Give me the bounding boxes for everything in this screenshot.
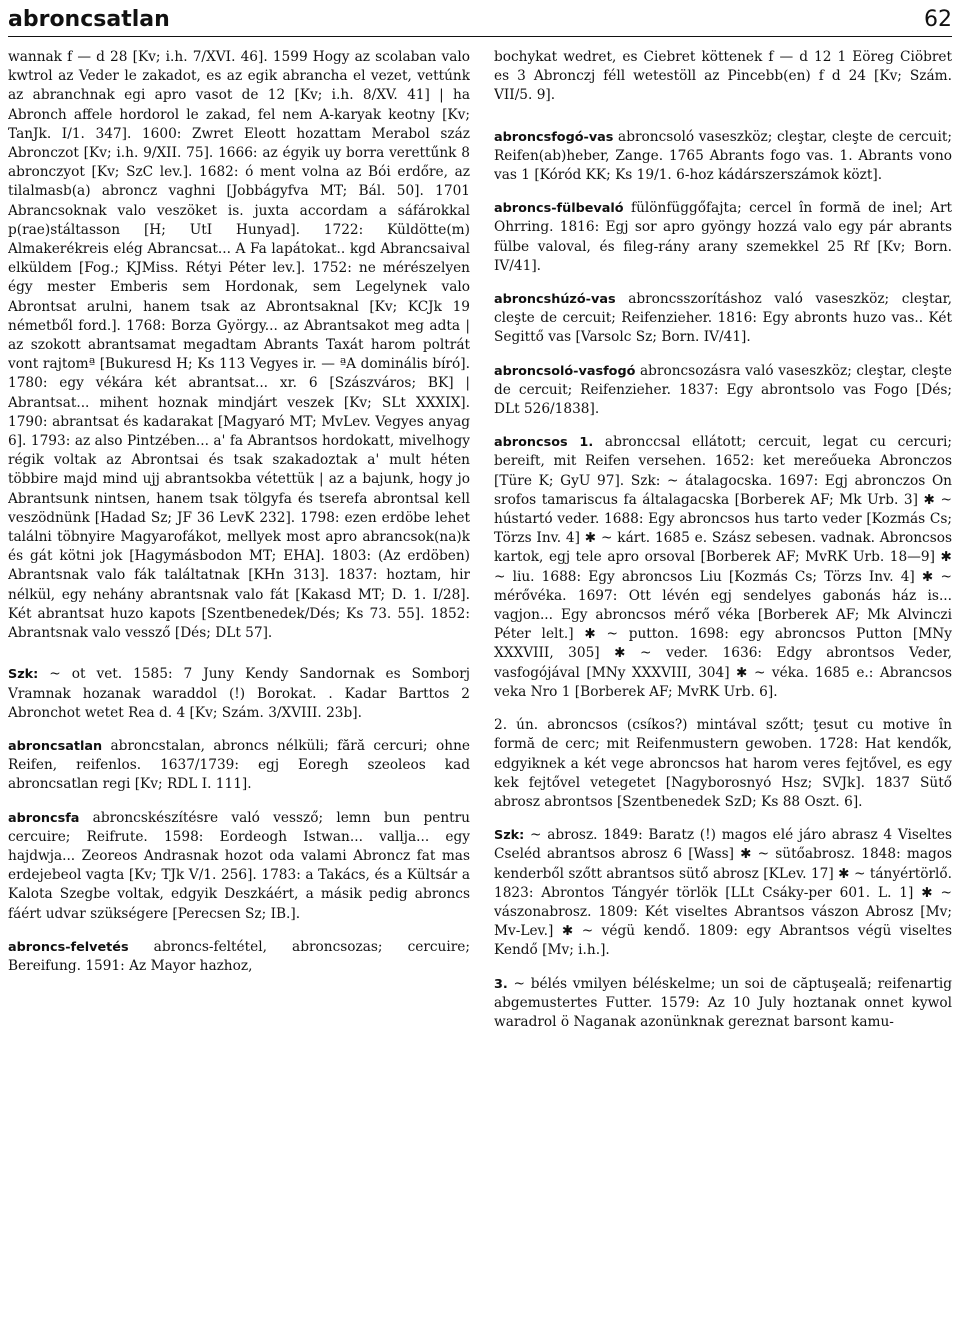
entry-continuation [8, 48, 470, 643]
entry-abroncsolo-vasfogo [494, 362, 952, 420]
entry-text: wannak f — d 28 [Kv; i.h. 7/XVI. 46]. 1599 Hogy az scolaban valo kwtrol az Veder le zakadot, es az egik abrancha el vezet, vettúnk az abranchnak egi apro vasot de 12 [Kv; i.h. 8/XV. 41] | ha Abronch affele hordorol le zakad, fel nem A-karyak keotny [Kv; TanJk. I/1. 347]. 1600: Zwret Eleott hozattam Merabol száz Abronczot [Kv; i.h. 9/XII. 75]. 1666: az égyik uy borra verettűnk 8 abronczyot [Kv; SzC lev.]. 1682: ó ment volna az Bói erdőre, az tilalmasb(a) abroncz vaghni [Jobbágyfva MT; Bál. 50]. 1701 Abrancsoknak valo veszöket is. juxta accordam a sáfárokkal p(rae)stáltasson [H; UtI Hunyad]. 1722: Küldötte(m) Almakerékreis elég Abrancsat... A Fa lapátokat.. kgd Abrancsaival elküldem [Fog.; KJMiss. Rétyi Péter lev.]. 1752: ne mérészelyen égy mester Emberis sem Hordonak, sem Legelynek valo Abrontsat arulni, hanem tsak az Abrontsaknal [Kv; KCJk 19 németből ford.]. 1768: Borza György... az Abrantsakot meg adta | az szokott abrantsamat megadtam Abrants Taxát harom poltrát vont rajtomª [Bukuresd H; Ks 113 Vegyes ir. — ªA dominális bíró]. 1780: egy vékára két abrantsat... xr. 6 [Szászváros; BK] | Abrantsat... mihent hoznak mindjárt veszek [Kv; SLt XXXIX]. 1790: abrantsat és kadarakat [Magyaró MT; MvLev. Vegyes anyag 6]. 1793: az also Pintzében... a' fa Abrantsos hordokatt, mivelhogy régik voltak az Abrontsai és tsak szakadoztak a' mult héten többire majd mind ujj abrantsokba vétettük | az a bajunk, hogy jo Abrantsunk nintsen, hanem tsak tölgyfa és tserefa abrontsal kell veszödnünk [Hadad Sz; JF 36 LevK 232]. 1798: ezen erdöbe lehet találni töbnyire Magyarofákot, mellyek most apro abrancsok(na)k és gát kötni jok [Hagymásbodon MT; EHA]. 1803: (Az erdöben) Abrantsnak valo fák találtatnak [KHn 313]. 1837: hoztam, hir nélkül, egy nehány abrantsnak valo fát [Kakasd MT; D. 1. I/28]. Két abrantsat huzo kapots [Szentbenedek/Dés; Ks 73. 55]. 1852: Abrantsnak valo vessző [Dés; DLt 57]. [8, 49, 470, 642]
entry-headword: abroncsoló-vasfogó [494, 363, 636, 379]
entry-headword: 3. [494, 976, 508, 992]
entry-text: ~ ot vet. 1585: 7 Juny Kendy Sandornak es Somborj Vramnak hozanak waraddol (!) Borokat. . Kadar Barttos 2 Abronchot wetet Rea d. 4 [Kv; Szám. 3/XVIII. 23b]. [8, 666, 470, 721]
entry-headword: abroncs-felvetés [8, 939, 129, 955]
entry-abroncsos-szk [494, 826, 952, 960]
entry-headword: abroncsfa [8, 810, 80, 826]
entry-abroncs-felvetes [8, 938, 470, 976]
entry-headword: abroncsatlan [8, 738, 103, 754]
entry-text: abroncskészítésre való vessző; lemn bun pentru cercuire; Reifrute. 1598: Eordeogh Istwan... vallja... egy hajdwja... Zeoreos Andrasnak hozot oda valami Abroncz fat mas erdejebeol vagta [Kv; TJk V/1. 256]. 1783: a Takács, és a Kültsár a Kalota Szegbe voltak, edgyik Deszkáért, a másik pedig abroncs fáért udvar szükségere [Perecsen Sz; IB.]. [8, 809, 470, 922]
entry-text: abroncsozásra való vaseszköz; cleştar, cleşte de cercuit; Reifenzieher. 1837: Egy abrontsolo vas Fogo [Dés; DLt 526/1838]. [494, 362, 952, 418]
entry-text: bochykat wedret, es Ciebret köttenek f — d 12 1 Eöreg Ciöbret es 3 Abronczj féll wetestöll az Pincebb(en) f d 24 [Kv; Szám. VII/5. 9]. [494, 49, 952, 104]
entry-text: 2. ún. abroncsos (csíkos?) mintával szőtt; ţesut cu motive în formă de cerc; mit Reifenmustern gewoben. 1728: Hat kendők, edgyiknek a két vege abroncsos hat harom veres fejtővel, es egy kek fejtővel vetegetet [Nagyborosnyó Hsz; SVJk]. 1837 Sütő abrosz abrontsos [Szentbenedek SzD; Ks 88 Oszt. 6]. [494, 717, 952, 810]
running-headword: abroncsatlan [8, 7, 170, 32]
entry-headword: Szk: [494, 828, 525, 844]
entry-text: abroncstalan, abroncs nélküli; fără cercuri; ohne Reifen, reifenlos. 1637/1739: egj Eoregh szeoleos kad abroncsatlan regi [Kv; RDL I. 111]. [8, 737, 470, 793]
entry-text: abronccsal ellátott; cercuit, legat cu cercuri; bereift, mit Reifen versehen. 1652: ket mereőueka Abronczos [Türe K; GyU 97]. Szk: ~ átalagocska. 1697: Egj abronczos On srofos tamariscus fa általagacska [Borberek AF; Mk Urb. 3] ✱ ~ hústartó veder. 1688: Egy abroncsos hus tarto veder [Kozmás Cs; Törzs Inv. 4] ✱ ~ kárt. 1685 e. Szász sebesen. vadnak. Abroncsos kartok, egj tele apro orsoval [Borberek AF; MvRK Urb. 18—9] ✱ ~ liu. 1688: Egy abroncsos Liu [Kozmás Cs; Törzs Inv. 4] ✱ ~ mérővéka. 1697: Ott lévén egj sendelyes gabonás ház is... vagjon... Egy abroncsos mérő véka [Borberek AF; Mk Alvinczi Péter lelt.] ✱ ~ putton. 1698: egy abroncsos Putton [MNy XXXVIII, 305] ✱ ~ veder. 1636: Edgy abrontsos Veder, vasfogójával [MNy XXXVIII, 304] ✱ ~ véka. 1685 e.: Abrancsos veka Nro 1 [Borberek AF; MvRK Urb. 6]. [494, 434, 952, 700]
entry-abroncsatlan [8, 737, 470, 795]
entry-headword: abroncsfogó-vas [494, 129, 614, 145]
entry-abroncshuzo-vas [494, 290, 952, 348]
entry-abroncsos-3 [494, 975, 952, 1033]
entry-text: abroncsszorításhoz való vaseszköz; cleştar, cleşte de cercuit; Reifenzieher. 1816: Egy abronts huzo vas.. Két Segittő vas [Varsolc Sz; Born. IV/41]. [494, 291, 952, 346]
left-column [8, 48, 470, 1334]
entry-text: ~ abrosz. 1849: Baratz (!) magos elé járo abrasz 4 Viseltes Cseléd abrantsos abrosz 6 [Wass] ✱ ~ sütőabrosz. 1848: magos kenderből szőtt abrantsos sütő abrosz [KLev. 17] ✱ ~ tányértörlő. 1823: Abrontos Tángyér törlök [LLt Csáky-per 601. L. 1] ✱ ~ vászonabrosz. 1809: Két viseltes Abrantsos vászon Abrosz [Mv; Mv-Lev.] ✱ ~ végü kendő. 1809: egy Abrantsos végü viseltes Kendő [Mv; i.h.]. [494, 827, 952, 959]
entry-text: abroncsoló vaseszköz; cleştar, cleşte de cercuit; Reifen(ab)heber, Zange. 1765 Abrants fogo vas. 1. Abrants vono vas 1 [Kóród KK; Ks 19/1. 6-hoz kádárszerszámok közt]. [494, 128, 952, 184]
entry-abroncs-fulbevalo [494, 199, 952, 276]
entry-text: ~ bélés vmilyen béléskelme; un soi de căptuşeală; reifenartig abgemustertes Futter. 1579: Az 10 July hoztanak onnet kywol waradrol ö Naganak azonünknak gereznat barsont kamu- [494, 975, 952, 1030]
entry-szk [8, 665, 470, 723]
entry-text: abroncs-feltétel, abroncsozas; cercuire; Bereifung. 1591: Az Mayor hazhoz, [8, 938, 470, 974]
entry-continuation [494, 48, 952, 106]
entry-abroncsos-2 [494, 716, 952, 812]
entry-abroncsfogo-vas [494, 128, 952, 186]
entry-headword: Szk: [8, 667, 39, 683]
entry-headword: abroncs-fülbevaló [494, 201, 624, 217]
entry-headword: abroncshúzó-vas [494, 292, 616, 308]
entry-abroncsfa [8, 809, 470, 924]
entry-text: fülönfüggőfajta; cercel în formă de inel; Art Ohrring. 1816: Egj sor apro gyöngy hozzá valo egy pár abrants fülbe valoval, és fileg-rány arany szemekkel 25 Rf [Kv; Born. IV/41]. [494, 200, 952, 274]
entry-headword: abroncsos 1. [494, 435, 594, 451]
entry-abroncsos-1 [494, 433, 952, 702]
page-header [8, 0, 952, 37]
page-number: 62 [924, 7, 952, 32]
right-column [494, 48, 952, 1334]
